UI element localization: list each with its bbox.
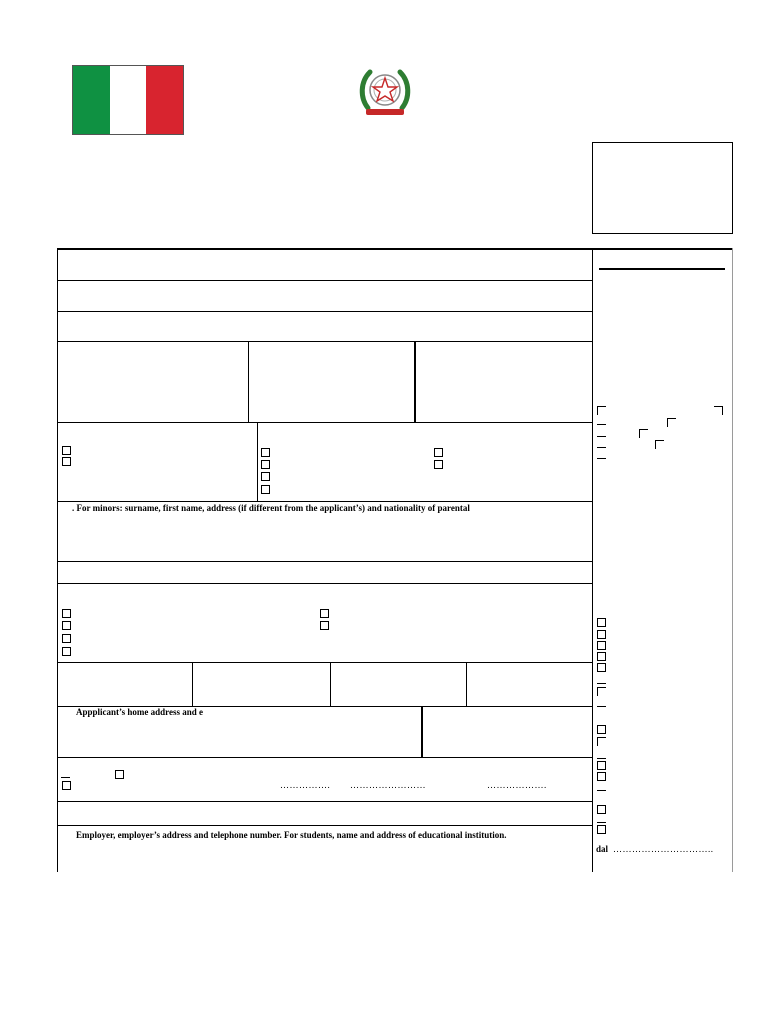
form-top-border	[57, 248, 733, 250]
row-line	[57, 311, 593, 312]
minors-parental-label: . For minors: surname, first name, address (if different from the applicant’s) and nationality of parental	[72, 503, 470, 513]
home-address-label: Appplicant’s home address and e	[76, 707, 204, 717]
bracket-mark	[655, 440, 664, 449]
checkbox-icon[interactable]	[320, 621, 329, 630]
form-right-border	[732, 248, 733, 872]
checkbox-icon[interactable]	[597, 618, 606, 627]
cell-divider	[466, 662, 467, 706]
checkbox-icon[interactable]	[62, 457, 71, 466]
row-line	[57, 583, 593, 584]
photo-box	[592, 142, 733, 234]
dash-mark	[597, 458, 606, 459]
flag-white-stripe	[110, 66, 147, 134]
sidebar-date-dots: …………………………..	[613, 844, 714, 854]
cell-divider	[330, 662, 331, 706]
row-line	[57, 422, 593, 423]
row-line	[57, 341, 593, 342]
checkbox-icon[interactable]	[115, 770, 124, 779]
checkbox-icon[interactable]	[597, 825, 606, 834]
checkbox-icon[interactable]	[597, 725, 606, 734]
dash-mark	[61, 777, 70, 778]
cell-divider	[414, 341, 416, 422]
dash-mark	[597, 822, 606, 823]
republic-emblem-icon	[358, 64, 412, 120]
bracket-mark	[597, 687, 606, 696]
row-line	[57, 801, 593, 802]
sidebar-date-prefix: dal	[596, 844, 609, 854]
row-line	[57, 757, 593, 758]
cell-divider	[257, 422, 258, 501]
flag-green-stripe	[73, 66, 110, 134]
checkbox-icon[interactable]	[261, 472, 270, 481]
checkbox-icon[interactable]	[62, 621, 71, 630]
checkbox-icon[interactable]	[597, 761, 606, 770]
bracket-mark	[667, 418, 676, 427]
dotted-line: …………….	[280, 780, 331, 790]
dash-mark	[597, 758, 606, 759]
row-line	[57, 501, 593, 502]
checkbox-icon[interactable]	[597, 805, 606, 814]
dash-mark	[597, 436, 606, 437]
checkbox-icon[interactable]	[62, 781, 71, 790]
dash-mark	[597, 447, 606, 448]
checkbox-icon[interactable]	[62, 647, 71, 656]
checkbox-icon[interactable]	[597, 772, 606, 781]
checkbox-icon[interactable]	[261, 448, 270, 457]
checkbox-icon[interactable]	[597, 652, 606, 661]
checkbox-icon[interactable]	[62, 634, 71, 643]
bracket-mark	[597, 406, 606, 415]
row-line	[57, 280, 593, 281]
checkbox-icon[interactable]	[62, 609, 71, 618]
dotted-line: ……………….	[487, 780, 547, 790]
row-line	[57, 825, 593, 826]
dash-mark	[597, 683, 606, 684]
cell-divider	[192, 662, 193, 706]
bracket-mark	[639, 429, 648, 438]
row-line	[57, 662, 593, 663]
employer-label: Employer, employer’s address and telephone number. For students, name and address of educational institution.	[76, 830, 507, 840]
dotted-line: ……………………	[350, 780, 426, 790]
checkbox-icon[interactable]	[597, 630, 606, 639]
checkbox-icon[interactable]	[434, 460, 443, 469]
italian-flag-icon	[72, 65, 184, 135]
checkbox-icon[interactable]	[597, 663, 606, 672]
checkbox-icon[interactable]	[434, 448, 443, 457]
checkbox-icon[interactable]	[320, 609, 329, 618]
dash-mark	[597, 424, 606, 425]
checkbox-icon[interactable]	[62, 446, 71, 455]
row-line	[57, 561, 593, 562]
dash-mark	[597, 790, 606, 791]
bracket-mark	[597, 737, 606, 746]
checkbox-icon[interactable]	[261, 460, 270, 469]
cell-divider	[421, 706, 423, 757]
bracket-mark	[714, 406, 723, 415]
dash-mark	[597, 706, 606, 707]
cell-divider	[248, 341, 249, 422]
checkbox-icon[interactable]	[597, 641, 606, 650]
flag-red-stripe	[146, 66, 183, 134]
sidebar-signature-line	[599, 268, 725, 270]
checkbox-icon[interactable]	[261, 485, 270, 494]
